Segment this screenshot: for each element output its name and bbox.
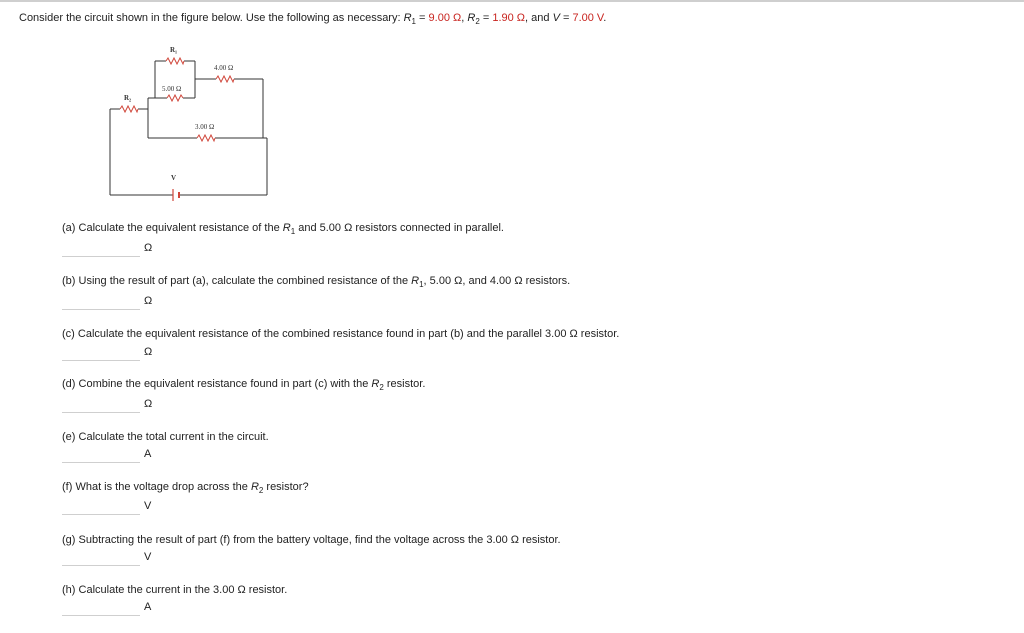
part-e-question: (e) Calculate the total current in the circuit.	[62, 431, 269, 443]
resistor-5ohm	[167, 95, 183, 101]
part-f-answer-input[interactable]	[62, 498, 140, 515]
part-e-answer-input[interactable]	[62, 446, 140, 463]
part-a-question: (a) Calculate the equivalent resistance of the $R_1$ and 5.00 Ω resistors connected in parallel.	[62, 222, 504, 236]
v-value: 7.00 V	[572, 12, 604, 24]
label-5ohm: 5.00 Ω	[162, 85, 182, 93]
resistor-r1	[166, 58, 184, 64]
v-symbol: V	[552, 12, 560, 24]
problem-statement: Consider the circuit shown in the figure below. Use the following as necessary: $R_1 = 9.00$ Ω, $R_2 = 1.90$ Ω, and V = 7.00 V.	[19, 12, 607, 26]
r1-subscript: 1	[411, 17, 416, 26]
part-a-unit: Ω	[144, 242, 153, 254]
part-h-answer-input[interactable]	[62, 599, 140, 616]
part-c-answer-input[interactable]	[62, 344, 140, 361]
part-g-answer-input[interactable]	[62, 549, 140, 566]
circuit-diagram	[100, 40, 280, 202]
part-g-unit: V	[144, 551, 152, 563]
label-4ohm: 4.00 Ω	[214, 64, 234, 72]
top-divider	[0, 0, 1024, 2]
label-v: V	[171, 174, 177, 182]
part-c-unit: Ω	[144, 346, 153, 358]
r1-value: 9.00 Ω	[428, 12, 462, 24]
part-b-unit: Ω	[144, 295, 153, 307]
r2-value: 1.90 Ω	[492, 12, 526, 24]
part-d-unit: Ω	[144, 398, 153, 410]
part-g-question: (g) Subtracting the result of part (f) from the battery voltage, find the voltage across the 3.00 Ω resistor.	[62, 534, 561, 546]
part-c-question: (c) Calculate the equivalent resistance of the combined resistance found in part (b) and the parallel 3.00 Ω resistor.	[62, 328, 620, 340]
part-h-unit: A	[144, 601, 152, 613]
part-h-question: (h) Calculate the current in the 3.00 Ω resistor.	[62, 584, 288, 596]
resistor-r2	[120, 106, 138, 112]
part-b-question: (b) Using the result of part (a), calculate the combined resistance of the $R_1$, 5.00 Ω, and 4.00 Ω resistors.	[62, 275, 571, 289]
problem-intro: Consider the circuit shown in the figure below. Use the following as necessary:	[19, 12, 404, 24]
part-f-unit: V	[144, 500, 152, 512]
part-e-unit: A	[144, 448, 152, 460]
r2-subscript: 2	[475, 17, 480, 26]
part-a-answer-input[interactable]	[62, 240, 140, 257]
label-3ohm: 3.00 Ω	[195, 123, 215, 131]
label-r1: R₁	[170, 46, 178, 54]
part-d-question: (d) Combine the equivalent resistance found in part (c) with the $R_2$ resistor.	[62, 378, 426, 392]
label-r2: R₂	[124, 94, 132, 102]
resistor-3ohm	[197, 135, 215, 141]
resistor-4ohm	[216, 76, 234, 82]
r1-symbol: R	[403, 12, 412, 24]
part-d-answer-input[interactable]	[62, 396, 140, 413]
r2-symbol: R	[467, 12, 476, 24]
part-b-answer-input[interactable]	[62, 293, 140, 310]
part-f-question: (f) What is the voltage drop across the $R_2$ resistor?	[62, 481, 309, 495]
